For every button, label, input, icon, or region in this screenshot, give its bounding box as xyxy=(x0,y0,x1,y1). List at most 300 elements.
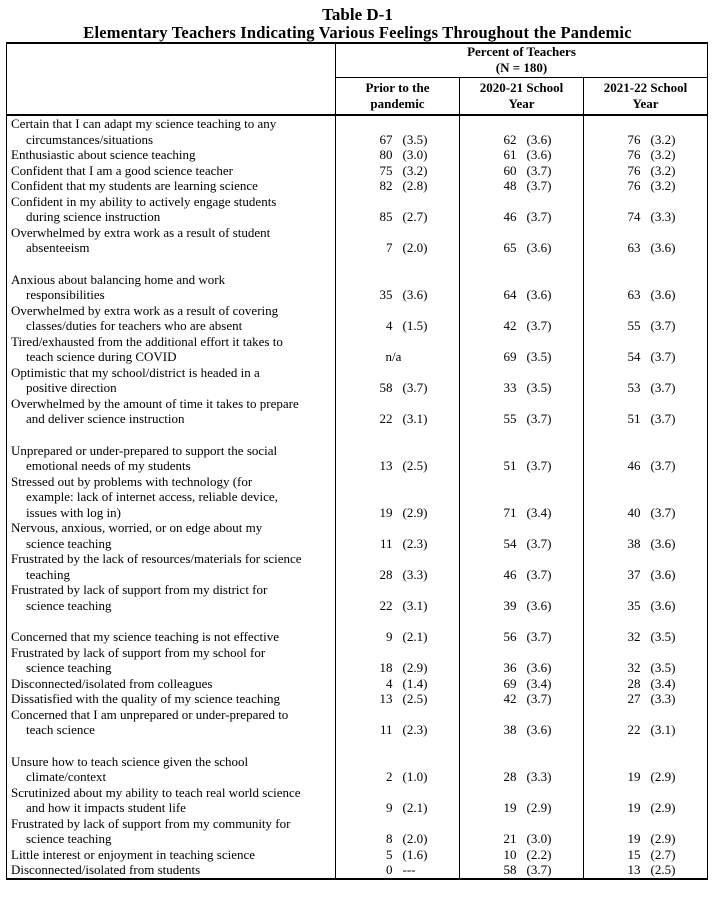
feeling-label xyxy=(7,645,336,676)
value-cell-prior xyxy=(336,474,460,521)
percent-value: 28 xyxy=(379,566,393,582)
value-cell-2021-22 xyxy=(584,520,708,551)
percent-value: 42 xyxy=(503,318,517,333)
percent-value: 63 xyxy=(627,240,641,255)
percent-value: 63 xyxy=(627,287,641,302)
percent-with-se xyxy=(336,132,459,148)
percent-value: 60 xyxy=(503,162,517,178)
value-cell-2021-22 xyxy=(584,707,708,738)
feeling-label-line: Disconnected/isolated from students xyxy=(11,862,201,877)
percent-value: 19 xyxy=(627,831,641,846)
percent-value: 76 xyxy=(627,147,641,162)
percent-with-se xyxy=(460,536,583,552)
percent-value: 56 xyxy=(503,629,517,644)
standard-error: (3.3) xyxy=(650,691,676,706)
table-row xyxy=(7,645,708,676)
standard-error: (3.5) xyxy=(526,380,552,395)
standard-error: (3.7) xyxy=(650,380,676,395)
standard-error: (3.6) xyxy=(650,535,676,551)
value-cell-prior xyxy=(336,272,460,303)
feeling-label-line: Confident in my ability to actively engage students xyxy=(11,193,277,209)
feeling-label-line: science teaching xyxy=(26,597,112,613)
standard-error: (3.1) xyxy=(402,411,428,426)
not-applicable: n/a xyxy=(385,349,402,364)
percent-value: 33 xyxy=(503,380,517,395)
feeling-label-line: Confident that my students are learning science xyxy=(11,178,258,193)
percent-with-se xyxy=(460,831,583,847)
percent-value: 13 xyxy=(379,458,393,473)
spacer-cell xyxy=(460,256,584,272)
percent-value: 19 xyxy=(627,769,641,784)
value-cell-2020-21 xyxy=(460,551,584,582)
standard-error: (2.9) xyxy=(402,660,428,675)
standard-error: (2.0) xyxy=(402,240,428,255)
percent-value: 22 xyxy=(379,597,393,613)
percent-value: 54 xyxy=(503,535,517,551)
value-cell-2021-22 xyxy=(584,551,708,582)
feeling-label-line: emotional needs of my students xyxy=(26,458,191,473)
value-cell-2021-22 xyxy=(584,629,708,645)
spacer-cell xyxy=(584,738,708,754)
feeling-label-text xyxy=(11,629,335,645)
feeling-label xyxy=(7,816,336,847)
value-cell-2021-22 xyxy=(584,474,708,521)
percent-value: 58 xyxy=(503,862,517,877)
value-cell-2020-21 xyxy=(460,115,584,147)
feeling-label-line: science teaching xyxy=(26,660,112,675)
standard-error: (2.9) xyxy=(650,800,676,815)
spacer-cell xyxy=(460,613,584,629)
standard-error: (3.6) xyxy=(526,287,552,302)
percent-with-se xyxy=(336,163,459,179)
table-row xyxy=(7,272,708,303)
value-cell-2021-22 xyxy=(584,115,708,147)
feeling-label-text xyxy=(11,707,335,738)
feeling-label-text xyxy=(11,178,335,194)
feeling-label xyxy=(7,225,336,256)
feeling-label xyxy=(7,178,336,194)
percent-value: 11 xyxy=(379,535,393,551)
percent-value: 51 xyxy=(627,411,641,426)
value-cell-2020-21 xyxy=(460,785,584,816)
value-cell-prior xyxy=(336,163,460,179)
standard-error: (3.1) xyxy=(650,722,676,737)
percent-value: 7 xyxy=(386,240,393,255)
standard-error: (3.5) xyxy=(650,660,676,675)
value-cell-2021-22 xyxy=(584,645,708,676)
value-cell-prior xyxy=(336,645,460,676)
standard-error: (2.2) xyxy=(526,846,552,862)
feeling-label-text xyxy=(11,474,335,521)
percent-value: 36 xyxy=(503,660,517,675)
percent-value: 69 xyxy=(503,675,517,691)
percent-value: 4 xyxy=(386,318,393,333)
value-cell-2021-22 xyxy=(584,178,708,194)
value-cell-prior xyxy=(336,676,460,692)
value-cell-2020-21 xyxy=(460,645,584,676)
feeling-label-text xyxy=(11,785,335,816)
percent-with-se xyxy=(336,862,459,878)
table-row xyxy=(7,847,708,863)
table-title: Elementary Teachers Indicating Various Feelings Throughout the Pandemic xyxy=(83,23,632,42)
feeling-label xyxy=(7,629,336,645)
feeling-label xyxy=(7,520,336,551)
percent-value: 32 xyxy=(627,629,641,644)
percent-with-se xyxy=(336,209,459,225)
feeling-label xyxy=(7,334,336,365)
value-cell-prior xyxy=(336,847,460,863)
spacer-cell xyxy=(336,256,460,272)
standard-error: (3.7) xyxy=(526,411,552,426)
table-row xyxy=(7,582,708,613)
standard-error: (3.7) xyxy=(526,458,552,473)
table-row xyxy=(7,443,708,474)
feeling-label-line: Confident that I am a good science teacher xyxy=(11,162,233,178)
feeling-label xyxy=(7,847,336,863)
percent-with-se xyxy=(584,862,707,878)
feeling-label xyxy=(7,785,336,816)
standard-error: (2.0) xyxy=(402,831,428,846)
feeling-label xyxy=(7,194,336,225)
percent-with-se xyxy=(584,147,707,163)
percent-value: 27 xyxy=(627,691,641,706)
percent-value: 53 xyxy=(627,380,641,395)
standard-error: (3.7) xyxy=(526,629,552,644)
feeling-label-line: Little interest or enjoyment in teaching science xyxy=(11,846,256,862)
value-cell-2020-21 xyxy=(460,707,584,738)
header-blank-cell xyxy=(7,43,336,78)
percent-header-title: Percent of Teachers xyxy=(467,44,576,59)
value-cell-prior xyxy=(336,303,460,334)
feeling-label-text xyxy=(11,816,335,847)
percent-with-se xyxy=(584,380,707,396)
percent-with-se xyxy=(460,411,583,427)
value-cell-prior xyxy=(336,443,460,474)
standard-error: (3.7) xyxy=(526,209,552,224)
percent-value: 76 xyxy=(627,178,641,193)
percent-value: 40 xyxy=(627,504,641,520)
group-spacer xyxy=(7,427,708,443)
value-cell-2021-22 xyxy=(584,847,708,863)
feeling-label xyxy=(7,396,336,427)
standard-error: (3.2) xyxy=(650,147,676,162)
feeling-label-line: classes/duties for teachers who are absent xyxy=(26,318,243,333)
standard-error: (2.9) xyxy=(650,831,676,846)
feeling-label-line: Frustrated by lack of support from my community for xyxy=(11,815,291,831)
feeling-label-text xyxy=(11,645,335,676)
percent-value: 85 xyxy=(379,209,393,224)
value-cell-2020-21 xyxy=(460,691,584,707)
value-cell-2021-22 xyxy=(584,194,708,225)
feeling-label-line: Dissatisfied with the quality of my science teaching xyxy=(11,691,280,706)
value-cell-2021-22 xyxy=(584,676,708,692)
value-cell-2020-21 xyxy=(460,676,584,692)
standard-error: (3.4) xyxy=(650,675,676,691)
standard-error: (3.1) xyxy=(402,597,428,613)
feeling-label-line: example: lack of internet access, reliable device, xyxy=(26,489,278,504)
feeling-label-line: positive direction xyxy=(26,380,117,395)
percent-with-se xyxy=(460,800,583,816)
percent-value: 0 xyxy=(386,862,393,877)
value-cell-prior xyxy=(336,194,460,225)
percent-with-se xyxy=(336,598,459,614)
feeling-label-text xyxy=(11,676,335,692)
percent-with-se xyxy=(460,567,583,583)
percent-with-se xyxy=(584,411,707,427)
value-cell-2020-21 xyxy=(460,178,584,194)
value-cell-2020-21 xyxy=(460,272,584,303)
feeling-label-text xyxy=(11,116,335,147)
standard-error: (3.3) xyxy=(402,566,428,582)
value-cell-prior xyxy=(336,754,460,785)
feeling-label-text xyxy=(11,365,335,396)
value-cell-prior xyxy=(336,582,460,613)
value-cell-2021-22 xyxy=(584,754,708,785)
feeling-label xyxy=(7,443,336,474)
table-number: Table D-1 xyxy=(322,5,393,24)
value-cell-2021-22 xyxy=(584,785,708,816)
percent-value: 22 xyxy=(379,411,393,426)
feeling-label-line: Nervous, anxious, worried, or on edge about my xyxy=(11,520,263,535)
percent-with-se xyxy=(460,380,583,396)
standard-error: (2.9) xyxy=(650,769,676,784)
table-heading xyxy=(0,6,715,42)
feeling-label-line: during science instruction xyxy=(26,209,161,224)
percent-with-se xyxy=(584,847,707,863)
standard-error: (3.7) xyxy=(526,566,552,582)
table-row xyxy=(7,520,708,551)
percent-value: 54 xyxy=(627,349,641,364)
percent-value: 76 xyxy=(627,131,641,147)
feeling-label-text xyxy=(11,551,335,582)
feeling-label xyxy=(7,691,336,707)
value-cell-2020-21 xyxy=(460,303,584,334)
percent-with-se xyxy=(584,676,707,692)
feeling-label xyxy=(7,163,336,179)
table-row xyxy=(7,115,708,147)
percent-value: 51 xyxy=(503,458,517,473)
percent-with-se xyxy=(584,800,707,816)
feeling-label-line: Enthusiastic about science teaching xyxy=(11,147,196,162)
standard-error: (3.6) xyxy=(526,147,552,162)
standard-error: (3.2) xyxy=(650,131,676,147)
standard-error: (3.6) xyxy=(650,240,676,255)
feeling-label-text xyxy=(11,272,335,303)
percent-with-se xyxy=(584,629,707,645)
feeling-label-text xyxy=(11,862,335,878)
value-cell-2021-22 xyxy=(584,365,708,396)
percent-with-se xyxy=(336,287,459,303)
percent-value: 46 xyxy=(627,458,641,473)
column-header-prior xyxy=(336,78,460,116)
standard-error: (3.7) xyxy=(526,535,552,551)
percent-value: 35 xyxy=(627,597,641,613)
spacer-cell xyxy=(336,427,460,443)
group-spacer xyxy=(7,256,708,272)
value-cell-2020-21 xyxy=(460,816,584,847)
standard-error: (3.7) xyxy=(526,178,552,193)
value-cell-2020-21 xyxy=(460,520,584,551)
percent-value: 61 xyxy=(503,147,517,162)
feeling-label xyxy=(7,582,336,613)
feeling-label-text xyxy=(11,303,335,334)
table-row xyxy=(7,396,708,427)
feeling-label-line: Overwhelmed by the amount of time it takes to prepare xyxy=(11,395,299,411)
percent-with-se xyxy=(336,676,459,692)
percent-with-se xyxy=(584,536,707,552)
table-row xyxy=(7,862,708,879)
percent-value: 11 xyxy=(379,722,393,737)
feeling-label xyxy=(7,474,336,521)
group-spacer xyxy=(7,738,708,754)
value-cell-2021-22 xyxy=(584,582,708,613)
spacer-cell xyxy=(7,427,336,443)
percent-with-se xyxy=(460,318,583,334)
standard-error: (1.4) xyxy=(402,675,428,691)
standard-error: (3.6) xyxy=(526,131,552,147)
percent-value: 75 xyxy=(379,162,393,178)
percent-with-se xyxy=(584,691,707,707)
percent-value: 9 xyxy=(386,800,393,815)
value-cell-2020-21 xyxy=(460,396,584,427)
value-cell-2020-21 xyxy=(460,582,584,613)
percent-with-se xyxy=(460,505,583,521)
percent-with-se xyxy=(460,660,583,676)
value-cell-prior xyxy=(336,115,460,147)
standard-error: (3.0) xyxy=(402,147,428,162)
group-spacer xyxy=(7,613,708,629)
value-cell-2020-21 xyxy=(460,474,584,521)
feeling-label-line: circumstances/situations xyxy=(26,131,154,147)
feeling-label xyxy=(7,272,336,303)
feeling-label-line: Disconnected/isolated from colleagues xyxy=(11,675,213,691)
percent-value: 19 xyxy=(503,800,517,815)
value-cell-2021-22 xyxy=(584,225,708,256)
table-row xyxy=(7,147,708,163)
standard-error: (3.7) xyxy=(526,691,552,706)
percent-with-se xyxy=(584,567,707,583)
percent-with-se xyxy=(584,660,707,676)
standard-error: (3.7) xyxy=(650,458,676,473)
standard-error: (3.3) xyxy=(526,769,552,784)
standard-error: (3.6) xyxy=(526,660,552,675)
value-cell-2021-22 xyxy=(584,443,708,474)
table-row xyxy=(7,178,708,194)
standard-error: (3.6) xyxy=(526,722,552,737)
standard-error: (3.6) xyxy=(402,287,428,302)
feeling-label-text xyxy=(11,163,335,179)
value-cell-2021-22 xyxy=(584,334,708,365)
feeling-label-line: Overwhelmed by extra work as a result of covering xyxy=(11,302,279,318)
value-cell-2021-22 xyxy=(584,163,708,179)
standard-error: (3.7) xyxy=(650,411,676,426)
value-cell-prior xyxy=(336,225,460,256)
value-cell-2020-21 xyxy=(460,225,584,256)
percent-with-se xyxy=(460,598,583,614)
standard-error: (2.5) xyxy=(402,458,428,473)
percent-value: 19 xyxy=(627,800,641,815)
percent-with-se xyxy=(460,178,583,194)
percent-value: 69 xyxy=(503,349,517,364)
percent-value: 65 xyxy=(503,240,517,255)
percent-value: 46 xyxy=(503,566,517,582)
value-cell-prior xyxy=(336,629,460,645)
percent-with-se xyxy=(460,691,583,707)
percent-with-se xyxy=(336,380,459,396)
column-header-2020-21 xyxy=(460,78,584,116)
spacer-cell xyxy=(7,256,336,272)
sample-size: (N = 180) xyxy=(495,59,548,75)
feeling-label-line: Overwhelmed by extra work as a result of student xyxy=(11,224,271,240)
value-cell-2021-22 xyxy=(584,303,708,334)
value-cell-prior xyxy=(336,334,460,365)
percent-with-se xyxy=(336,722,459,738)
standard-error: (3.6) xyxy=(526,240,552,255)
value-cell-2020-21 xyxy=(460,629,584,645)
standard-error: (3.7) xyxy=(402,380,428,395)
standard-error: (3.3) xyxy=(650,209,676,224)
standard-error: (3.7) xyxy=(650,504,676,520)
percent-with-se xyxy=(584,505,707,521)
value-cell-prior xyxy=(336,147,460,163)
standard-error: (3.4) xyxy=(526,504,552,520)
standard-error: (3.7) xyxy=(650,349,676,364)
standard-error: (3.7) xyxy=(526,318,552,333)
feeling-label xyxy=(7,303,336,334)
percent-with-se xyxy=(336,536,459,552)
percent-value: 55 xyxy=(503,411,517,426)
percent-value: 67 xyxy=(379,131,393,147)
table-row xyxy=(7,629,708,645)
feeling-label-line: Concerned that my science teaching is not effective xyxy=(11,629,279,644)
header-row-columns xyxy=(7,78,708,116)
header-blank-cell xyxy=(7,78,336,116)
percent-with-se xyxy=(336,800,459,816)
value-cell-2021-22 xyxy=(584,862,708,879)
table-row xyxy=(7,163,708,179)
percent-with-se xyxy=(336,240,459,256)
feeling-label-line: Tired/exhausted from the additional effort it takes to xyxy=(11,333,283,349)
percent-with-se xyxy=(460,349,583,365)
standard-error: (3.2) xyxy=(650,162,676,178)
column-header-line: pandemic xyxy=(370,95,425,111)
feeling-label-text xyxy=(11,847,335,863)
value-cell-prior xyxy=(336,396,460,427)
feeling-label xyxy=(7,147,336,163)
value-cell-2020-21 xyxy=(460,147,584,163)
standard-error: (1.5) xyxy=(402,318,428,333)
standard-error: (2.5) xyxy=(402,691,428,706)
percent-with-se xyxy=(336,505,459,521)
feeling-label-text xyxy=(11,691,335,707)
percent-value: 37 xyxy=(627,566,641,582)
percent-value: 8 xyxy=(386,831,393,846)
feeling-label-text xyxy=(11,225,335,256)
feeling-label-line: and how it impacts student life xyxy=(26,800,186,815)
value-cell-2020-21 xyxy=(460,163,584,179)
feeling-label-line: Stressed out by problems with technology (for xyxy=(11,473,253,489)
standard-error: (3.5) xyxy=(650,629,676,644)
percent-with-se xyxy=(460,163,583,179)
percent-with-se xyxy=(336,660,459,676)
value-cell-2020-21 xyxy=(460,443,584,474)
percent-with-se xyxy=(336,411,459,427)
percent-value: 18 xyxy=(379,660,393,675)
table-row xyxy=(7,365,708,396)
value-cell-prior xyxy=(336,520,460,551)
column-header-line: Year xyxy=(508,95,535,111)
spacer-cell xyxy=(584,256,708,272)
